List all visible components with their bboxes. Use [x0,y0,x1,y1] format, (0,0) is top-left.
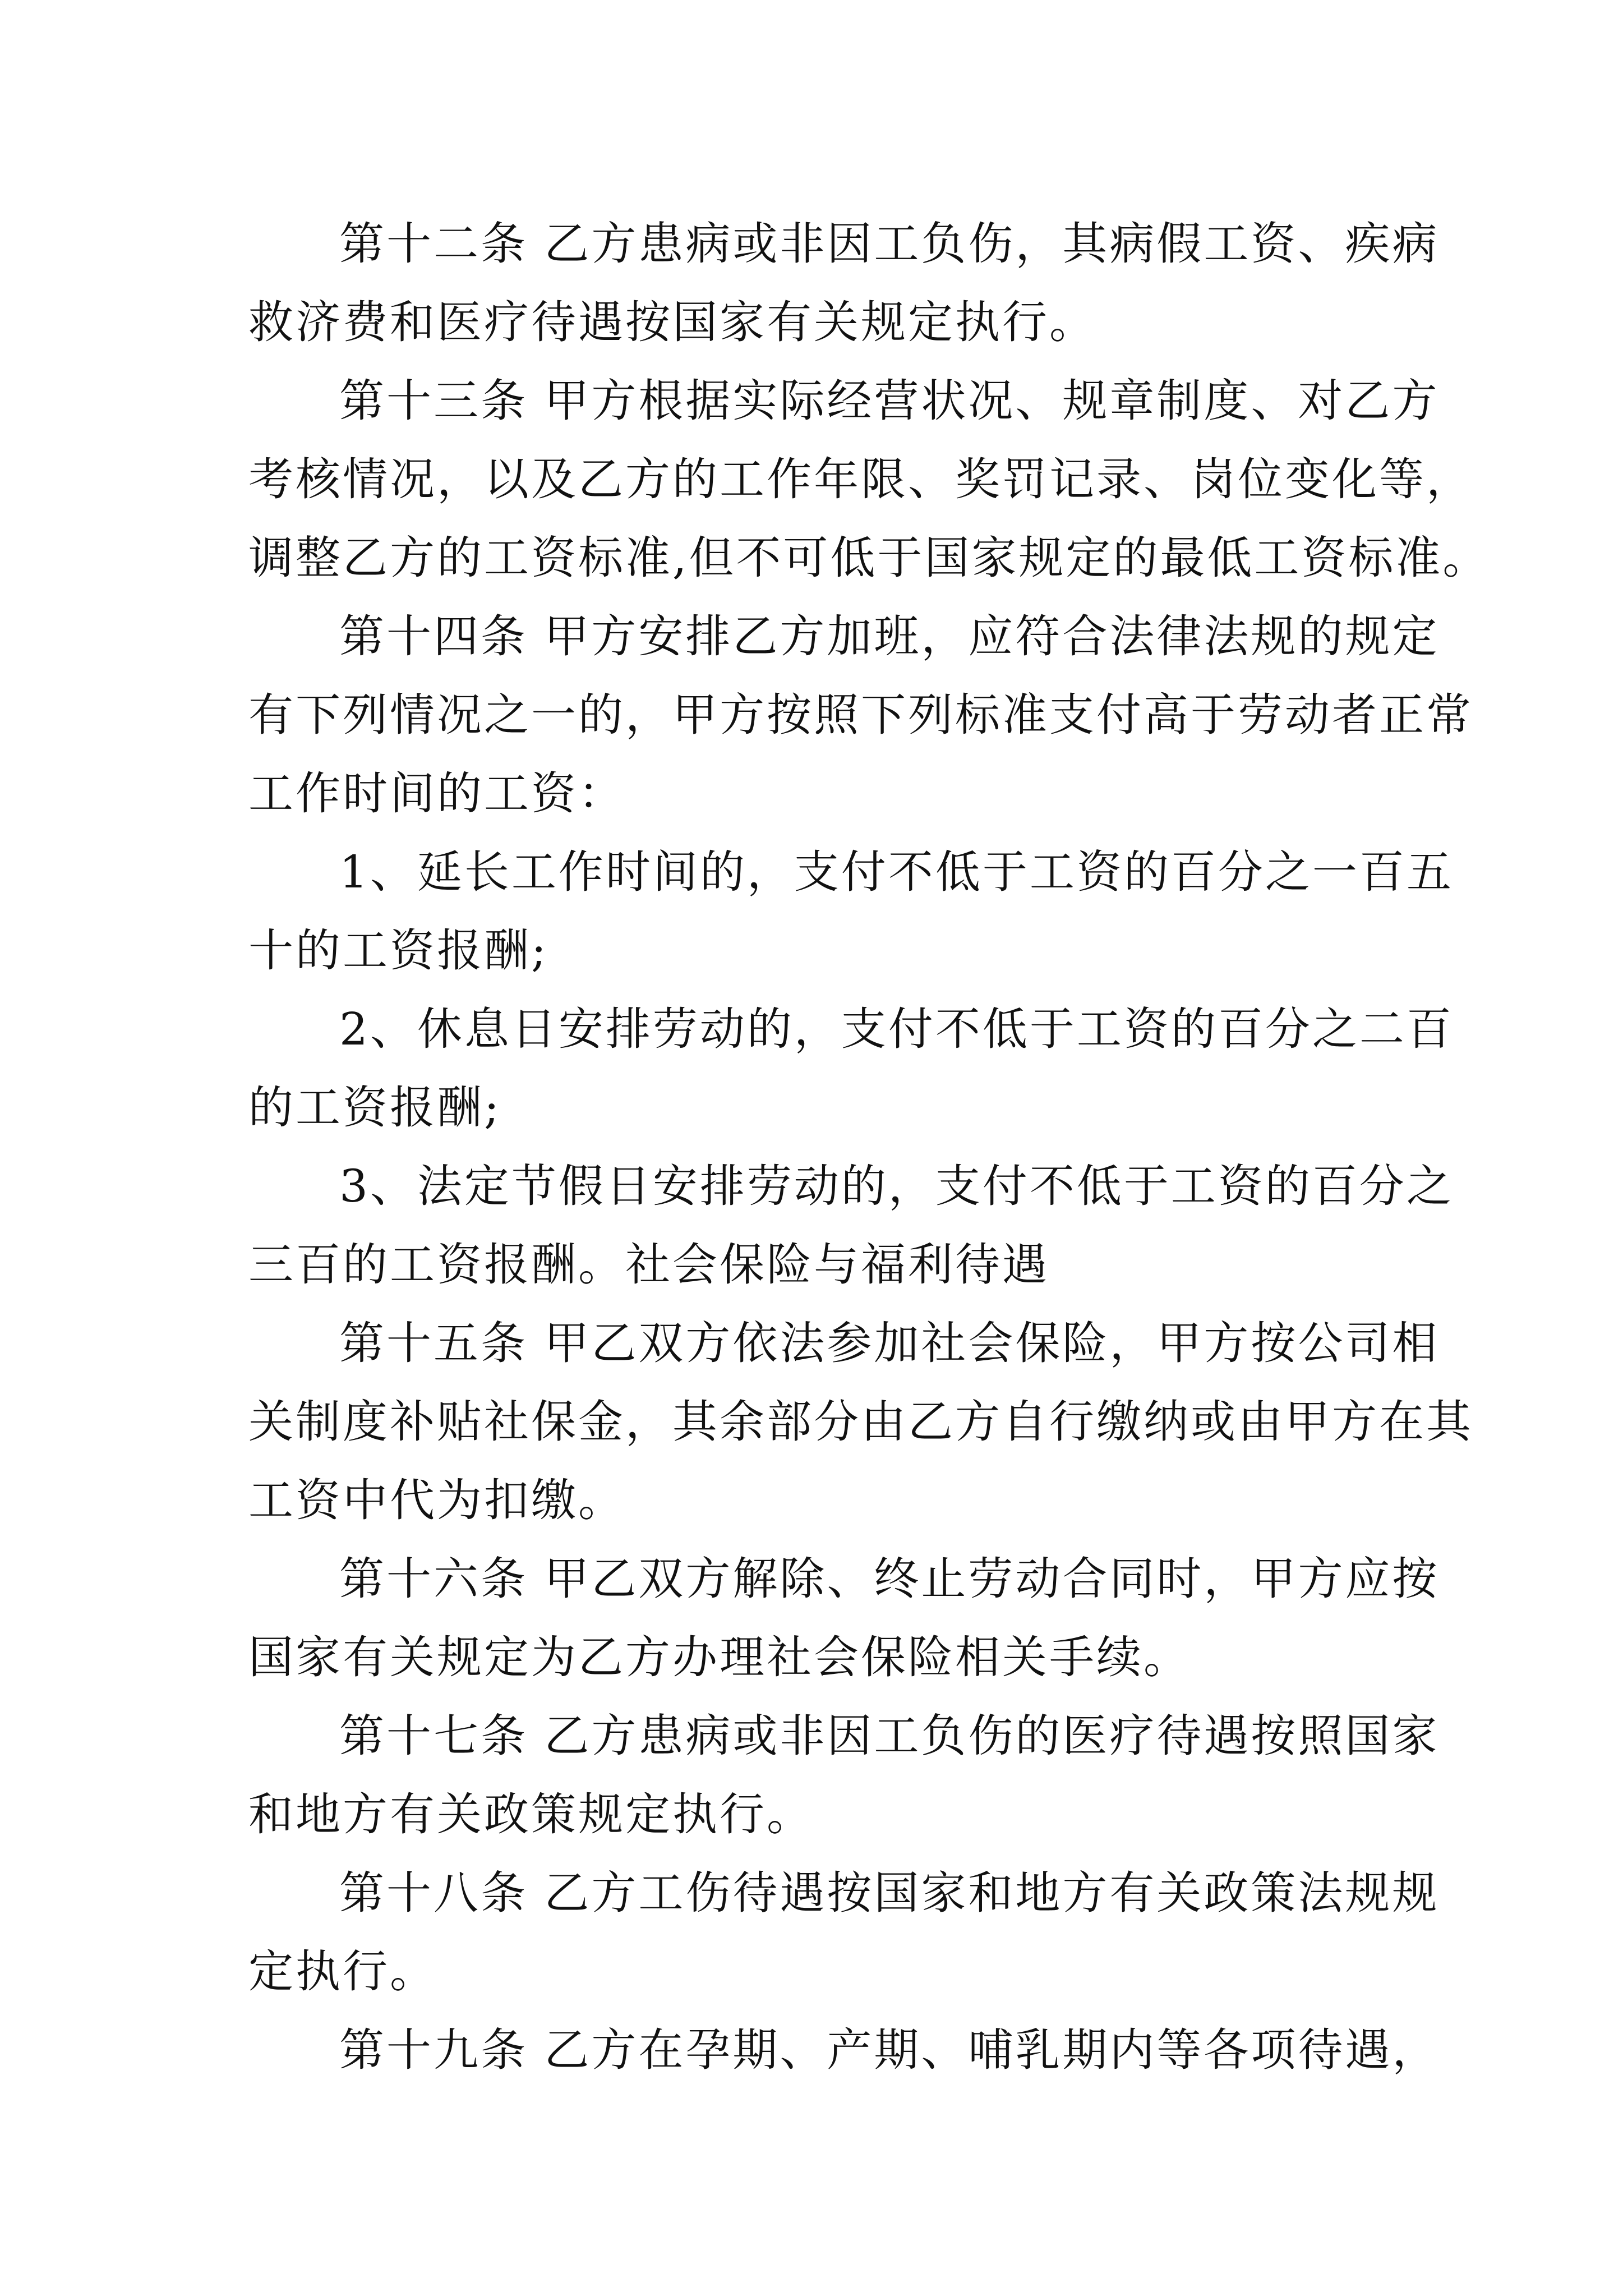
text-line: 第十七条 乙方患病或非因工负伤的医疗待遇按照国家 [339,1710,1440,1762]
text-line: 第十三条 甲方根据实际经营状况、规章制度、对乙方 [339,375,1440,427]
text-line: 3、法定节假日安排劳动的，支付不低于工资的百分之 [339,1160,1454,1212]
text-line: 关制度补贴社保金，其余部分由乙方自行缴纳或由甲方在其 [248,1396,1473,1448]
text-line: 2、休息日安排劳动的，支付不低于工资的百分之二百 [339,1003,1454,1055]
text-line: 第十五条 甲乙双方依法参加社会保险，甲方按公司相 [339,1317,1440,1369]
text-line: 第十二条 乙方患病或非因工负伤，其病假工资、疾病 [339,218,1440,270]
text-line: 第十八条 乙方工伤待遇按国家和地方有关政策法规规 [339,1867,1440,1919]
text-line: 工资中代为扣缴。 [248,1474,625,1526]
text-line: 和地方有关政策规定执行。 [248,1788,814,1841]
text-line: 工作时间的工资： [248,767,625,820]
text-line: 的工资报酬; [248,1082,501,1134]
text-line: 有下列情况之一的，甲方按照下列标准支付高于劳动者正常 [248,689,1473,741]
text-line: 国家有关规定为乙方办理社会保险相关手续。 [248,1631,1191,1683]
text-line: 1、延长工作时间的，支付不低于工资的百分之一百五 [339,846,1454,898]
text-line: 十的工资报酬; [248,924,548,977]
text-line: 救济费和医疗待遇按国家有关规定执行。 [248,296,1096,348]
text-line: 调整乙方的工资标准,但不可低于国家规定的最低工资标准。 [248,532,1490,584]
text-line: 三百的工资报酬。社会保险与福利待遇 [248,1239,1049,1291]
text-line: 考核情况，以及乙方的工作年限、奖罚记录、岗位变化等， [248,453,1473,505]
text-line: 定执行。 [248,1945,437,1998]
text-line: 第十六条 甲乙双方解除、终止劳动合同时，甲方应按 [339,1553,1440,1605]
text-line: 第十九条 乙方在孕期、产期、哺乳期内等各项待遇， [339,2024,1440,2076]
text-line: 第十四条 甲方安排乙方加班，应符合法律法规的规定 [339,610,1440,662]
